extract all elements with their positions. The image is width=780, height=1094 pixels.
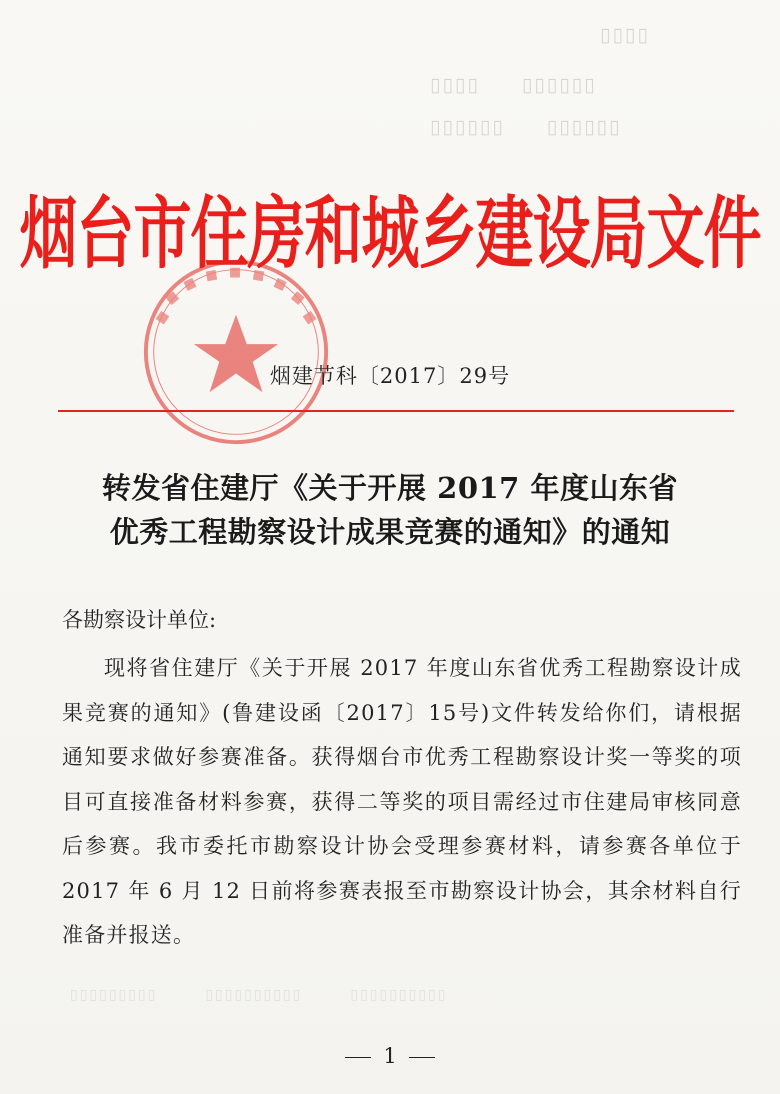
bleed-through-text: ▯▯▯▯ ▯▯▯▯▯▯ (430, 74, 597, 96)
document-title-line: 优秀工程勘察设计成果竞赛的通知》的通知 (109, 515, 671, 549)
red-star-seal-icon (138, 254, 334, 450)
page-number-dash (409, 1057, 435, 1058)
document-title (0, 466, 780, 554)
document-header-title: 烟台市住房和城乡建设局文件 (19, 187, 761, 280)
bleed-through-text: ▯▯▯▯▯▯▯▯▯ ▯▯▯▯▯▯▯▯▯▯ ▯▯▯▯▯▯▯▯▯▯ (70, 987, 448, 1003)
header-divider (58, 410, 734, 412)
salutation: 各勘察设计单位: (62, 608, 217, 632)
page-number (0, 1044, 780, 1068)
document-title-line: 转发省住建厅《关于开展 2017 年度山东省 (102, 471, 678, 505)
page-number-value: 1 (383, 1044, 397, 1068)
document-number: 烟建节科〔2017〕29号 (269, 364, 511, 388)
page-number-dash (345, 1057, 371, 1058)
bleed-through-text: ▯▯▯▯▯▯ ▯▯▯▯▯▯ (430, 116, 622, 138)
bleed-through-text: ▯▯▯▯ (600, 24, 650, 46)
body-paragraph: 现将省住建厅《关于开展 2017 年度山东省优秀工程勘察设计成果竞赛的通知》(鲁建设函〔2017〕15号)文件转发给你们，请根据通知要求做好参赛准备。获得烟台市优秀工程勘察设计奖一等奖的项目可直接准备材料参赛，获得二等奖的项目需经过市住建局审核同意后参赛。我市委托市勘察设计协会受理参赛材料，请参赛各单位于 2017 年 6 月 12 日前将参赛表报至市勘察设计协会，其余材料自行准备并报送。 (62, 656, 742, 947)
